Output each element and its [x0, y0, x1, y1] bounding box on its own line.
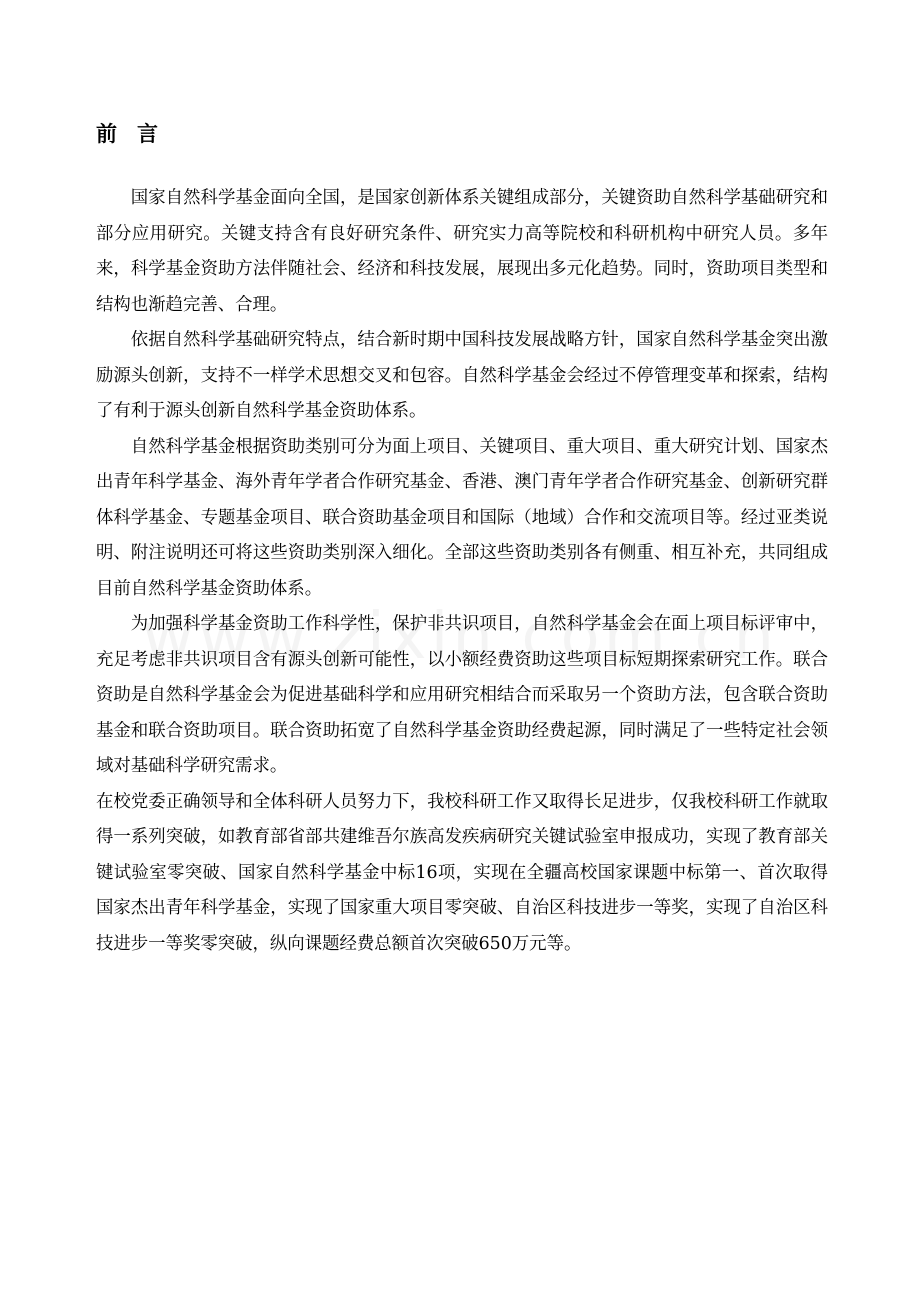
- paragraph-5: 在校党委正确领导和全体科研人员努力下，我校科研工作又取得长足进步，仅我校科研工作就取得一系列突破，如教育部省部共建维吾尔族高发疾病研究关键试验室申报成功，实现了教育部关键试验室零突破、国家自然科学基金中标16项，实现在全疆高校国家课题中标第一、首次取得国家杰出青年科学基金，实现了国家重大项目零突破、自治区科技进步一等奖，实现了自治区科技进步一等奖零突破，纵向课题经费总额首次突破650万元等。: [96, 791, 828, 954]
- paragraph-1: 国家自然科学基金面向全国，是国家创新体系关键组成部分，关键资助自然科学基础研究和部分应用研究。关键支持含有良好研究条件、研究实力高等院校和科研机构中研究人员。多年来，科学基金资助方法伴随社会、经济和科技发展，展现出多元化趋势。同时，资助项目类型和结构也渐趋完善、合理。: [96, 188, 828, 315]
- page-title: 前言: [96, 121, 178, 146]
- paragraph-4: 为加强科学基金资助工作科学性，保护非共识项目，自然科学基金会在面上项目标评审中，充足考虑非共识项目含有源头创新可能性，以小额经费资助这些项目标短期探索研究工作。联合资助是自然科学基金会为促进基础科学和应用研究相结合而采取另一个资助方法，包含联合资助基金和联合资助项目。联合资助拓宽了自然科学基金资助经费起源，同时满足了一些特定社会领域对基础科学研究需求。: [96, 614, 828, 776]
- paragraph-2: 依据自然科学基础研究特点，结合新时期中国科技发展战略方针，国家自然科学基金突出激励源头创新，支持不一样学术思想交叉和包容。自然科学基金会经过不停管理变革和探索，结构了有利于源头创新自然科学基金资助体系。: [96, 330, 828, 421]
- paragraph-3: 自然科学基金根据资助类别可分为面上项目、关键项目、重大项目、重大研究计划、国家杰出青年科学基金、海外青年学者合作研究基金、香港、澳门青年学者合作研究基金、创新研究群体科学基金、专题基金项目、联合资助基金项目和国际（地域）合作和交流项目等。经过亚类说明、附注说明还可将这些资助类别深入细化。全部这些资助类别各有侧重、相互补充，共同组成目前自然科学基金资助体系。: [96, 436, 828, 599]
- document-body: [96, 181, 828, 962]
